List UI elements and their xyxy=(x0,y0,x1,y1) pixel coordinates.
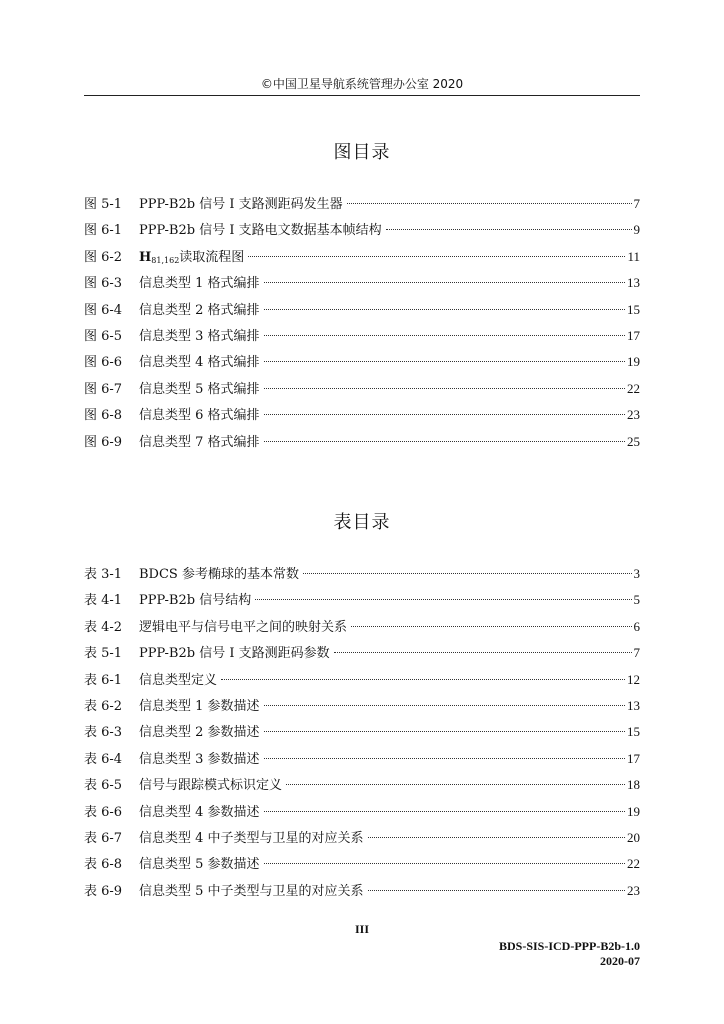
dot-leader xyxy=(368,890,625,891)
toc-entry-number: 图 6-7 xyxy=(84,381,123,397)
toc-entry-number: 表 4-1 xyxy=(84,593,123,609)
toc-entry-title: 信息类型 7 格式编排 xyxy=(139,434,260,450)
figures-list xyxy=(84,191,640,455)
table-list-entry[interactable] xyxy=(84,693,640,719)
toc-entry-number: 图 6-8 xyxy=(84,408,123,424)
table-list-entry[interactable] xyxy=(84,640,640,666)
toc-entry-page: 9 xyxy=(633,222,640,238)
table-list-entry[interactable] xyxy=(84,719,640,745)
toc-entry-title: 信息类型 5 中子类型与卫星的对应关系 xyxy=(139,883,364,899)
tables-list-title: 表目录 xyxy=(333,512,391,533)
toc-entry-page: 3 xyxy=(633,566,640,581)
toc-entry-number: 图 6-5 xyxy=(84,328,123,344)
dot-leader xyxy=(264,811,625,812)
toc-entry-title: 信息类型 4 参数描述 xyxy=(139,804,260,820)
tables-list xyxy=(84,561,640,904)
toc-entry-page: 22 xyxy=(627,856,640,872)
figure-list-entry[interactable] xyxy=(84,217,640,243)
toc-entry-number: 图 5-1 xyxy=(84,197,123,212)
toc-entry-number: 表 6-8 xyxy=(84,857,123,873)
toc-entry-title: 信息类型 3 格式编排 xyxy=(139,328,260,344)
toc-entry-number: 表 6-5 xyxy=(84,778,123,794)
figure-list-entry[interactable] xyxy=(84,191,640,217)
dot-leader xyxy=(264,388,625,389)
toc-entry-title: PPP-B2b 信号 I 支路测距码参数 xyxy=(139,646,330,662)
toc-entry-number: 图 6-3 xyxy=(84,276,123,292)
toc-entry-title: BDCS 参考椭球的基本常数 xyxy=(139,567,299,582)
dot-leader xyxy=(351,626,631,627)
toc-entry-page: 25 xyxy=(627,433,640,449)
toc-entry-page: 13 xyxy=(627,275,640,291)
figure-list-entry[interactable] xyxy=(84,402,640,428)
dot-leader xyxy=(303,573,632,574)
dot-leader xyxy=(347,203,632,204)
document-id-block xyxy=(499,939,640,969)
toc-entry-page: 15 xyxy=(627,724,640,740)
figure-list-entry[interactable] xyxy=(84,349,640,375)
toc-entry-page: 23 xyxy=(627,882,640,898)
toc-entry-page: 19 xyxy=(627,803,640,819)
table-list-entry[interactable] xyxy=(84,851,640,877)
toc-entry-title: 信息类型 5 参数描述 xyxy=(139,857,260,873)
toc-entry-page: 11 xyxy=(627,248,640,264)
toc-entry-page: 7 xyxy=(633,645,640,661)
toc-entry-number: 表 6-6 xyxy=(84,804,123,820)
dot-leader xyxy=(264,309,625,310)
math-symbol: H xyxy=(139,249,152,265)
dot-leader xyxy=(221,679,625,680)
toc-entry-number: 图 6-6 xyxy=(84,355,123,371)
toc-entry-number: 图 6-4 xyxy=(84,302,123,318)
toc-entry-page: 13 xyxy=(627,697,640,713)
toc-entry-page: 17 xyxy=(627,327,640,343)
figure-list-entry[interactable] xyxy=(84,297,640,323)
toc-entry-page: 20 xyxy=(627,829,640,845)
toc-entry-title: PPP-B2b 信号 I 支路电文数据基本帧结构 xyxy=(139,223,382,239)
dot-leader xyxy=(334,652,632,653)
toc-entry-page: 15 xyxy=(627,301,640,317)
header-divider xyxy=(84,95,640,96)
toc-entry-number: 图 6-2 xyxy=(84,249,123,265)
dot-leader xyxy=(264,731,625,732)
document-date: 2020-07 xyxy=(600,954,640,968)
dot-leader xyxy=(264,361,625,362)
toc-entry-page: 19 xyxy=(627,354,640,370)
dot-leader xyxy=(264,335,625,336)
table-list-entry[interactable] xyxy=(84,561,640,587)
table-list-entry[interactable] xyxy=(84,878,640,904)
toc-entry-title: PPP-B2b 信号结构 xyxy=(139,593,252,609)
figures-list-title: 图目录 xyxy=(333,142,391,163)
toc-entry-page: 23 xyxy=(627,407,640,423)
toc-entry-number: 表 5-1 xyxy=(84,646,123,662)
toc-entry-title: 信息类型定义 xyxy=(139,672,218,688)
dot-leader xyxy=(264,705,625,706)
toc-entry-title: 信息类型 1 格式编排 xyxy=(139,276,260,292)
toc-entry-title: 信息类型 2 格式编排 xyxy=(139,302,260,318)
toc-entry-title: PPP-B2b 信号 I 支路测距码发生器 xyxy=(139,197,343,212)
dot-leader xyxy=(386,229,632,230)
table-list-entry[interactable] xyxy=(84,799,640,825)
dot-leader xyxy=(264,863,625,864)
toc-entry-title: 信号与跟踪模式标识定义 xyxy=(139,778,283,794)
dot-leader xyxy=(368,837,625,838)
toc-entry-title: 信息类型 3 参数描述 xyxy=(139,751,260,767)
toc-entry-page: 18 xyxy=(627,777,640,793)
dot-leader xyxy=(264,282,625,283)
toc-entry-page: 6 xyxy=(633,618,640,634)
toc-entry-number: 图 6-9 xyxy=(84,434,123,450)
toc-entry-page: 17 xyxy=(627,750,640,766)
page-number: III xyxy=(354,922,369,936)
running-header: ©中国卫星导航系统管理办公室 2020 xyxy=(260,77,464,91)
toc-entry-page: 22 xyxy=(627,380,640,396)
document-id: BDS-SIS-ICD-PPP-B2b-1.0 xyxy=(498,939,640,953)
table-list-entry[interactable] xyxy=(84,614,640,640)
figure-list-entry[interactable] xyxy=(84,270,640,296)
toc-entry-number: 表 6-7 xyxy=(84,830,123,846)
dot-leader xyxy=(264,414,625,415)
figure-list-entry[interactable] xyxy=(84,323,640,349)
toc-entry-number: 表 6-4 xyxy=(84,751,123,767)
toc-entry-number: 表 6-1 xyxy=(84,672,123,688)
dot-leader xyxy=(264,758,625,759)
toc-entry-page: 5 xyxy=(633,592,640,608)
dot-leader xyxy=(248,256,625,257)
table-list-entry[interactable] xyxy=(84,587,640,613)
toc-entry-title: 逻辑电平与信号电平之间的映射关系 xyxy=(139,619,348,635)
toc-entry-title xyxy=(139,245,244,271)
toc-entry-title-text: 读取流程图 xyxy=(179,249,245,265)
math-subscript: 81,162 xyxy=(151,255,180,265)
toc-entry-page: 7 xyxy=(633,196,640,211)
toc-entry-number: 表 6-9 xyxy=(84,883,123,899)
toc-entry-title: 信息类型 1 参数描述 xyxy=(139,698,260,714)
toc-entry-title: 信息类型 5 格式编排 xyxy=(139,381,260,397)
toc-entry-number: 图 6-1 xyxy=(84,223,123,239)
dot-leader xyxy=(255,599,631,600)
toc-entry-number: 表 6-3 xyxy=(84,725,123,741)
toc-entry-number: 表 6-2 xyxy=(84,698,123,714)
table-list-entry[interactable] xyxy=(84,772,640,798)
dot-leader xyxy=(264,441,625,442)
toc-entry-page: 12 xyxy=(627,671,640,687)
toc-entry-title: 信息类型 2 参数描述 xyxy=(139,725,260,741)
table-list-entry[interactable] xyxy=(84,825,640,851)
toc-entry-title: 信息类型 4 中子类型与卫星的对应关系 xyxy=(139,830,364,846)
figure-list-entry[interactable] xyxy=(84,376,640,402)
toc-entry-title: 信息类型 4 格式编排 xyxy=(139,355,260,371)
toc-entry-number: 表 3-1 xyxy=(84,567,123,582)
figure-list-entry[interactable] xyxy=(84,244,640,270)
table-list-entry[interactable] xyxy=(84,667,640,693)
toc-entry-number: 表 4-2 xyxy=(84,619,123,635)
toc-entry-title: 信息类型 6 格式编排 xyxy=(139,408,260,424)
table-list-entry[interactable] xyxy=(84,746,640,772)
figure-list-entry[interactable] xyxy=(84,429,640,455)
dot-leader xyxy=(286,784,625,785)
